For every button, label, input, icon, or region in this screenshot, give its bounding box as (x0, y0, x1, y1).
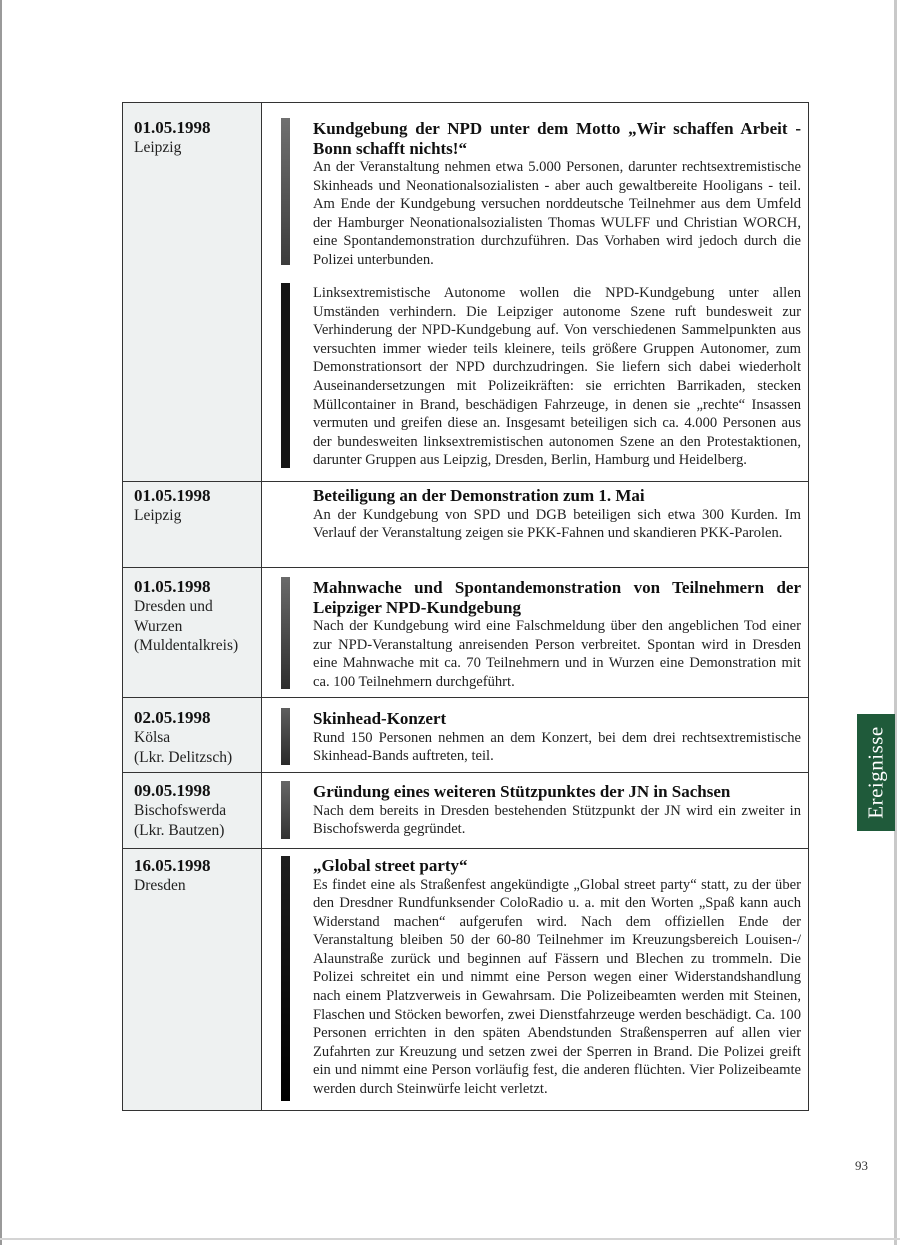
marker-bar (281, 708, 290, 765)
paragraph: Rund 150 Personen nehmen an dem Konzert, bei dem drei rechtsextremistische Skinhead-Bands auftreten, teil. (313, 729, 801, 765)
event-description (313, 876, 801, 1099)
event-title: Gründung eines weiteren Stützpunktes der JN in Sachsen (313, 782, 731, 801)
event-description (313, 617, 801, 691)
event-date-place (134, 486, 258, 526)
row-divider (123, 567, 808, 568)
paragraph: Es findet eine als Straßenfest angekündigte „Global street party“ statt, zu der über den Dresdner Rundfunksender ColoRadio u. a. mit den Worten „Spaß kann auch Widerstand machen“ aufgerufen wird. Nach dem offiziellen Ende der Veranstaltung bleiben 50 der 60-80 Teilnehmer im Kreuzungsbereich Louisen-/ Alaunstraße zurück und beginnen auf Fässern und Blechen zu trommeln. Die Polizei schreitet ein und nimmt eine Person wegen einer Widerstandshandlung nach einem Platzverweis in Gewahrsam. Die Polizeibeamten werden mit Steinen, Flaschen und Stöcken beworfen, zwei Dienstfahrzeuge werden beschädigt. Ca. 100 Personen errichten in den späten Abendstunden Straßensperren auf allen vier Zufahrten zur Kreuzung und setzen zwei der Sperren in Brand. Die Polizei greift ein und nimmt eine Person vorläufig fest, die anderen flüchten. Vier Polizeibeamte werden durch Steinwürfe leicht verletzt. (313, 876, 801, 1098)
page-edge (0, 0, 2, 1245)
page-edge (894, 0, 897, 1245)
marker-bar (281, 781, 290, 839)
events-table (122, 102, 809, 1111)
paragraph: An der Veranstaltung nehmen etwa 5.000 Personen, darunter rechtsextremistische Skinheads und Neonationalsozialisten - aber auch gewaltbereite Hooligans - teil. Am Ende der Kundgebung versuchen norddeutsche Teilnehmer aus dem Umfeld der Hamburger Neonationalsozialisten Thomas WULFF und Christian WORCH, eine Spontandemonstration durchzuführen. Das Vorhaben wird jedoch durch die Polizei unterbunden. (313, 159, 801, 268)
row-divider (123, 697, 808, 698)
paragraph: An der Kundgebung von SPD und DGB beteiligen sich etwa 300 Kurden. Im Verlauf der Veranstaltung zeigen sie PKK-Fahnen und skandieren PKK-Parolen. (313, 506, 801, 542)
paragraph: Nach der Kundgebung wird eine Falschmeldung über den angeblichen Tod einer zur NPD-Veranstaltung anreisenden Person verbreitet. Spontan wird in Dresden eine Mahnwache mit ca. 70 Teilnehmern und in Wurzen eine Demonstration mit ca. 100 Teilnehmern durchgeführt. (313, 618, 801, 690)
event-entry (313, 119, 801, 270)
event-title: „Global street party“ (313, 856, 468, 875)
event-place: Bischofswerda (Lkr. Bautzen) (134, 802, 227, 839)
event-place: Dresden (134, 877, 186, 894)
event-date-place (134, 708, 258, 767)
event-description (313, 729, 801, 766)
event-place: Leipzig (134, 507, 182, 524)
paragraph: Nach dem bereits in Dresden bestehenden Stützpunkt der JN wird ein zweiter in Bischofswerda gegründet. (313, 802, 801, 838)
event-date-place (134, 781, 258, 840)
event-entry (313, 709, 801, 766)
section-tab (857, 714, 895, 831)
marker-bar (281, 577, 290, 689)
row-divider (123, 772, 808, 773)
event-date: 02.05.1998 (134, 708, 211, 727)
event-date: 01.05.1998 (134, 577, 211, 596)
event-entry (313, 782, 801, 839)
row-divider (123, 481, 808, 482)
event-date: 09.05.1998 (134, 781, 211, 800)
marker-bar (281, 118, 290, 265)
event-place: Kölsa (Lkr. Delitzsch) (134, 729, 233, 766)
event-entry (313, 486, 801, 543)
event-description (313, 158, 801, 270)
event-title: Skinhead-Konzert (313, 709, 447, 728)
event-entry (313, 578, 801, 691)
event-date: 01.05.1998 (134, 486, 211, 505)
event-date: 16.05.1998 (134, 856, 211, 875)
event-place: Dresden und Wurzen (Muldentalkreis) (134, 598, 239, 654)
event-date-place (134, 577, 258, 656)
event-description (313, 802, 801, 839)
event-date-place (134, 856, 258, 896)
event-date-place (134, 118, 258, 158)
event-title: Beteiligung an der Demonstration zum 1. Mai (313, 486, 645, 505)
page-number: 93 (855, 1158, 868, 1173)
page-edge (0, 1238, 900, 1240)
marker-bar (281, 283, 290, 468)
section-tab-label: Ereignisse (863, 726, 888, 819)
paragraph: Linksextremistische Autonome wollen die NPD-Kundgebung unter allen Umständen verhindern. Die Leipziger autonome Szene ruft bundesweit zur Verhinderung der NPD-Kundgebung auf. Von verschiedenen Sammelpunkten aus versuchten immer wieder teils kleinere, teils größere Gruppen Autonomer, zum Demonstrationsort der NPD durchzudringen. Sie liefern sich dabei wiederholt Auseinandersetzungen mit Polizeikräften: sie errichten Barrikaden, stecken Müllcontainer in Brand, beschädigen Fahrzeuge, in denen sie „rechte“ Insassen vermuten und greifen diese an. Insgesamt beteiligen sich ca. 4.000 Personen aus der bundesweiten linksextremistischen autonomen Szene an den Protestaktionen, darunter Gruppen aus Leipzig, Dresden, Berlin, Hamburg und Heidelberg. (313, 285, 801, 469)
event-title: Kundgebung der NPD unter dem Motto „Wir schaffen Arbeit - Bonn schafft nichts!“ (313, 119, 801, 158)
event-place: Leipzig (134, 139, 182, 156)
event-description (313, 506, 801, 543)
event-description (313, 284, 801, 470)
event-title: Mahnwache und Spontandemonstration von Teilnehmern der Leipziger NPD-Kundgebung (313, 578, 801, 617)
marker-bar (281, 856, 290, 1101)
event-entry (313, 856, 801, 1099)
event-entry (313, 284, 801, 470)
event-date: 01.05.1998 (134, 118, 211, 137)
row-divider (123, 848, 808, 849)
